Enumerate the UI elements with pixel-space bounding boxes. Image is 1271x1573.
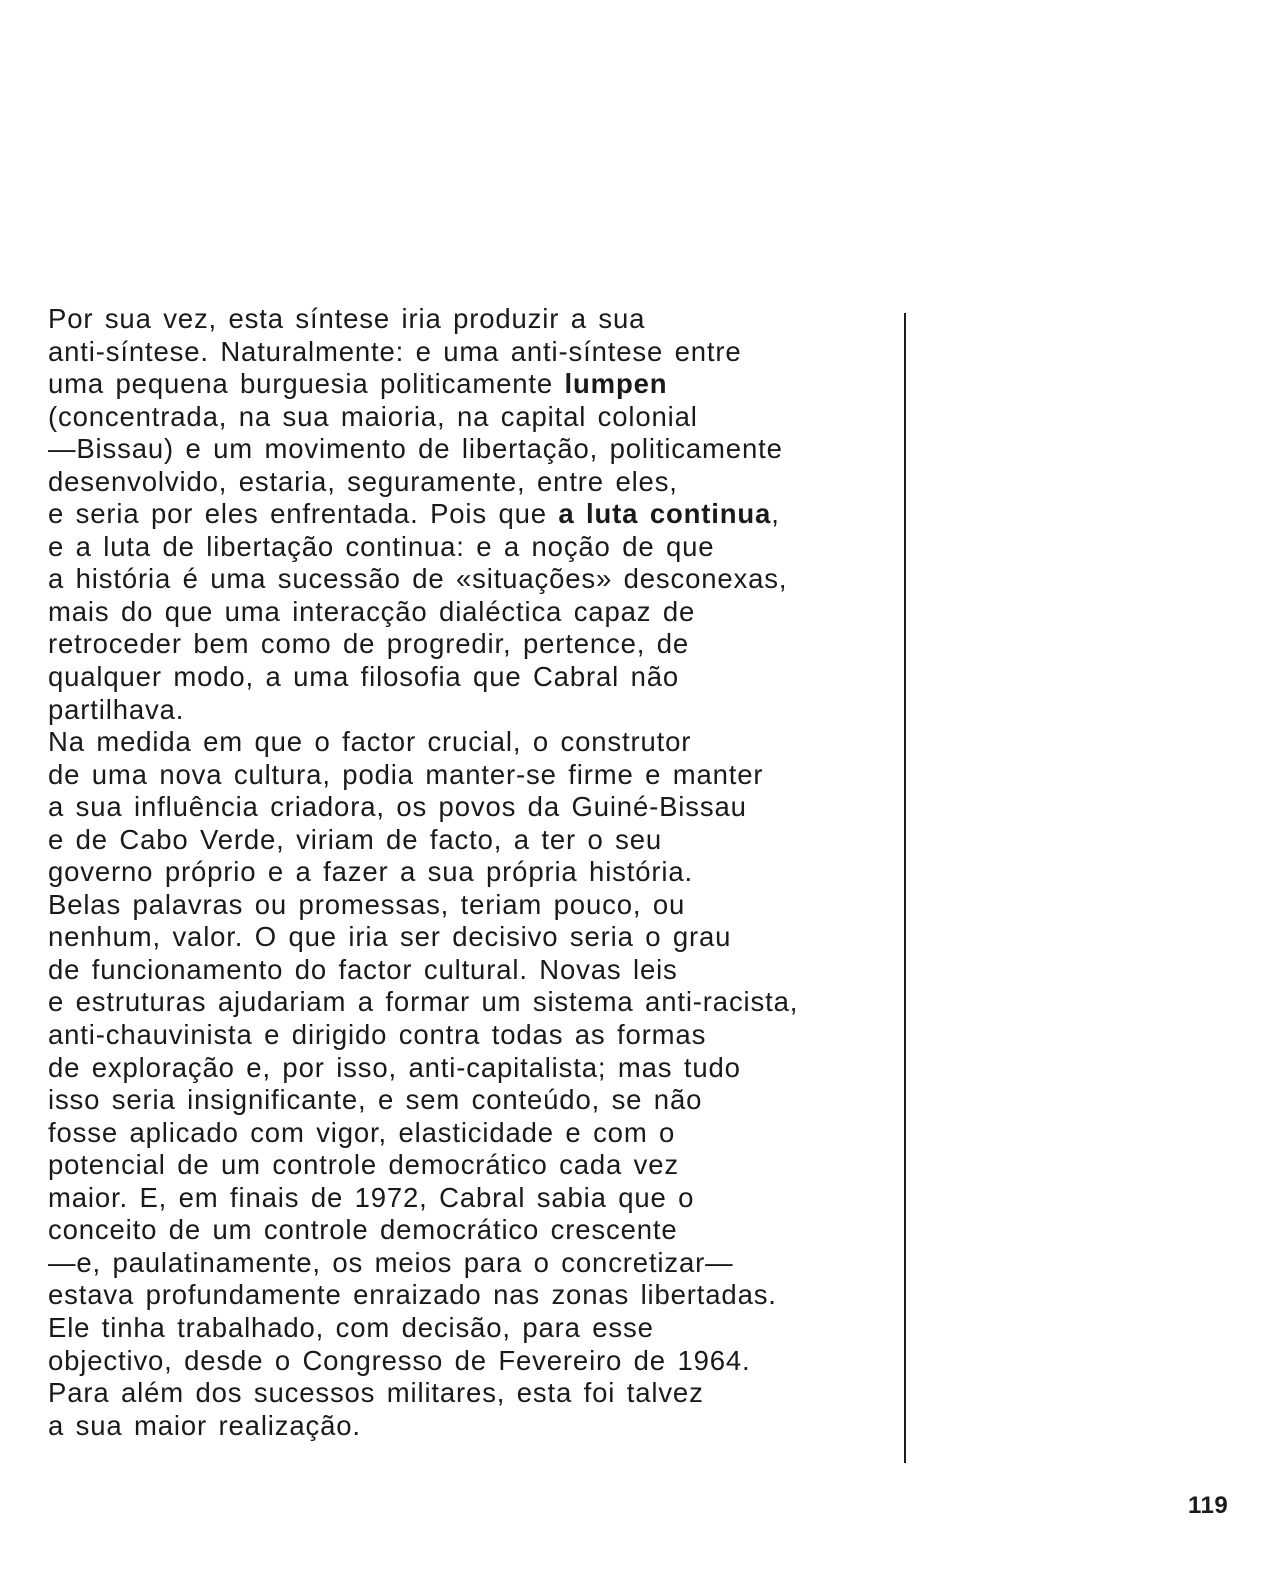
text-line: (concentrada, na sua maioria, na capital colonial	[48, 400, 698, 432]
text-segment: e seria por eles enfrentada. Pois que	[48, 498, 559, 530]
text-line: qualquer modo, a uma filosofia que Cabral não	[48, 661, 680, 693]
text-line: conceito de um controle democrático crescente	[48, 1214, 678, 1246]
text-line: estava profundamente enraizado nas zonas libertadas.	[48, 1279, 777, 1311]
text-line: anti-síntese. Naturalmente: e uma anti-síntese entre	[48, 335, 742, 367]
text-line: e de Cabo Verde, viriam de facto, a ter o seu	[48, 823, 662, 855]
text-line: partilhava.	[48, 693, 185, 725]
text-line: —e, paulatinamente, os meios para o concretizar—	[48, 1246, 734, 1278]
text-line	[48, 498, 898, 531]
text-line: fosse aplicado com vigor, elasticidade e com o	[48, 1116, 676, 1148]
text-line: retroceder bem como de progredir, pertence, de	[48, 628, 690, 660]
text-line: de funcionamento do factor cultural. Novas leis	[48, 953, 678, 985]
text-line: e estruturas ajudariam a formar um sistema anti-racista,	[48, 986, 799, 1018]
text-line: e a luta de libertação continua: e a noção de que	[48, 530, 715, 562]
text-line: Por sua vez, esta síntese iria produzir a sua	[48, 303, 646, 334]
text-line	[48, 368, 898, 401]
emphasis-lumpen: lumpen	[564, 368, 668, 400]
text-line: de uma nova cultura, podia manter-se firme e manter	[48, 758, 764, 790]
text-line: governo próprio e a fazer a sua própria história.	[48, 856, 694, 888]
text-line: a sua maior realização.	[48, 1409, 361, 1441]
body-text	[48, 303, 898, 1442]
text-line: a sua influência criadora, os povos da Guiné-Bissau	[48, 791, 747, 823]
text-line: a história é uma sucessão de «situações» desconexas,	[48, 563, 788, 595]
text-line: Na medida em que o factor crucial, o construtor	[48, 726, 692, 758]
text-line: —Bissau) e um movimento de libertação, politicamente	[48, 433, 783, 465]
text-line: Belas palavras ou promessas, teriam pouco, ou	[48, 888, 686, 920]
text-line: de exploração e, por isso, anti-capitalista; mas tudo	[48, 1051, 741, 1083]
text-line: Ele tinha trabalhado, com decisão, para esse	[48, 1311, 654, 1343]
text-line: objectivo, desde o Congresso de Fevereiro de 1964.	[48, 1344, 751, 1376]
text-segment: ,	[771, 498, 780, 530]
text-line: maior. E, em finais de 1972, Cabral sabia que o	[48, 1181, 695, 1213]
text-segment: uma pequena burguesia politicamente	[48, 368, 565, 400]
text-line: Para além dos sucessos militares, esta foi talvez	[48, 1377, 704, 1409]
text-line: mais do que uma interacção dialéctica capaz de	[48, 595, 696, 627]
text-line: anti-chauvinista e dirigido contra todas as formas	[48, 1019, 707, 1051]
margin-rule	[904, 313, 906, 1463]
emphasis-a-luta-continua: a luta continua	[558, 498, 772, 530]
text-line: nenhum, valor. O que iria ser decisivo seria o grau	[48, 921, 732, 953]
page-number: 119	[1188, 1492, 1229, 1519]
text-line: isso seria insignificante, e sem conteúdo, se não	[48, 1084, 703, 1116]
text-line: potencial de um controle democrático cada vez	[48, 1149, 680, 1181]
text-line: desenvolvido, estaria, seguramente, entre eles,	[48, 465, 678, 497]
